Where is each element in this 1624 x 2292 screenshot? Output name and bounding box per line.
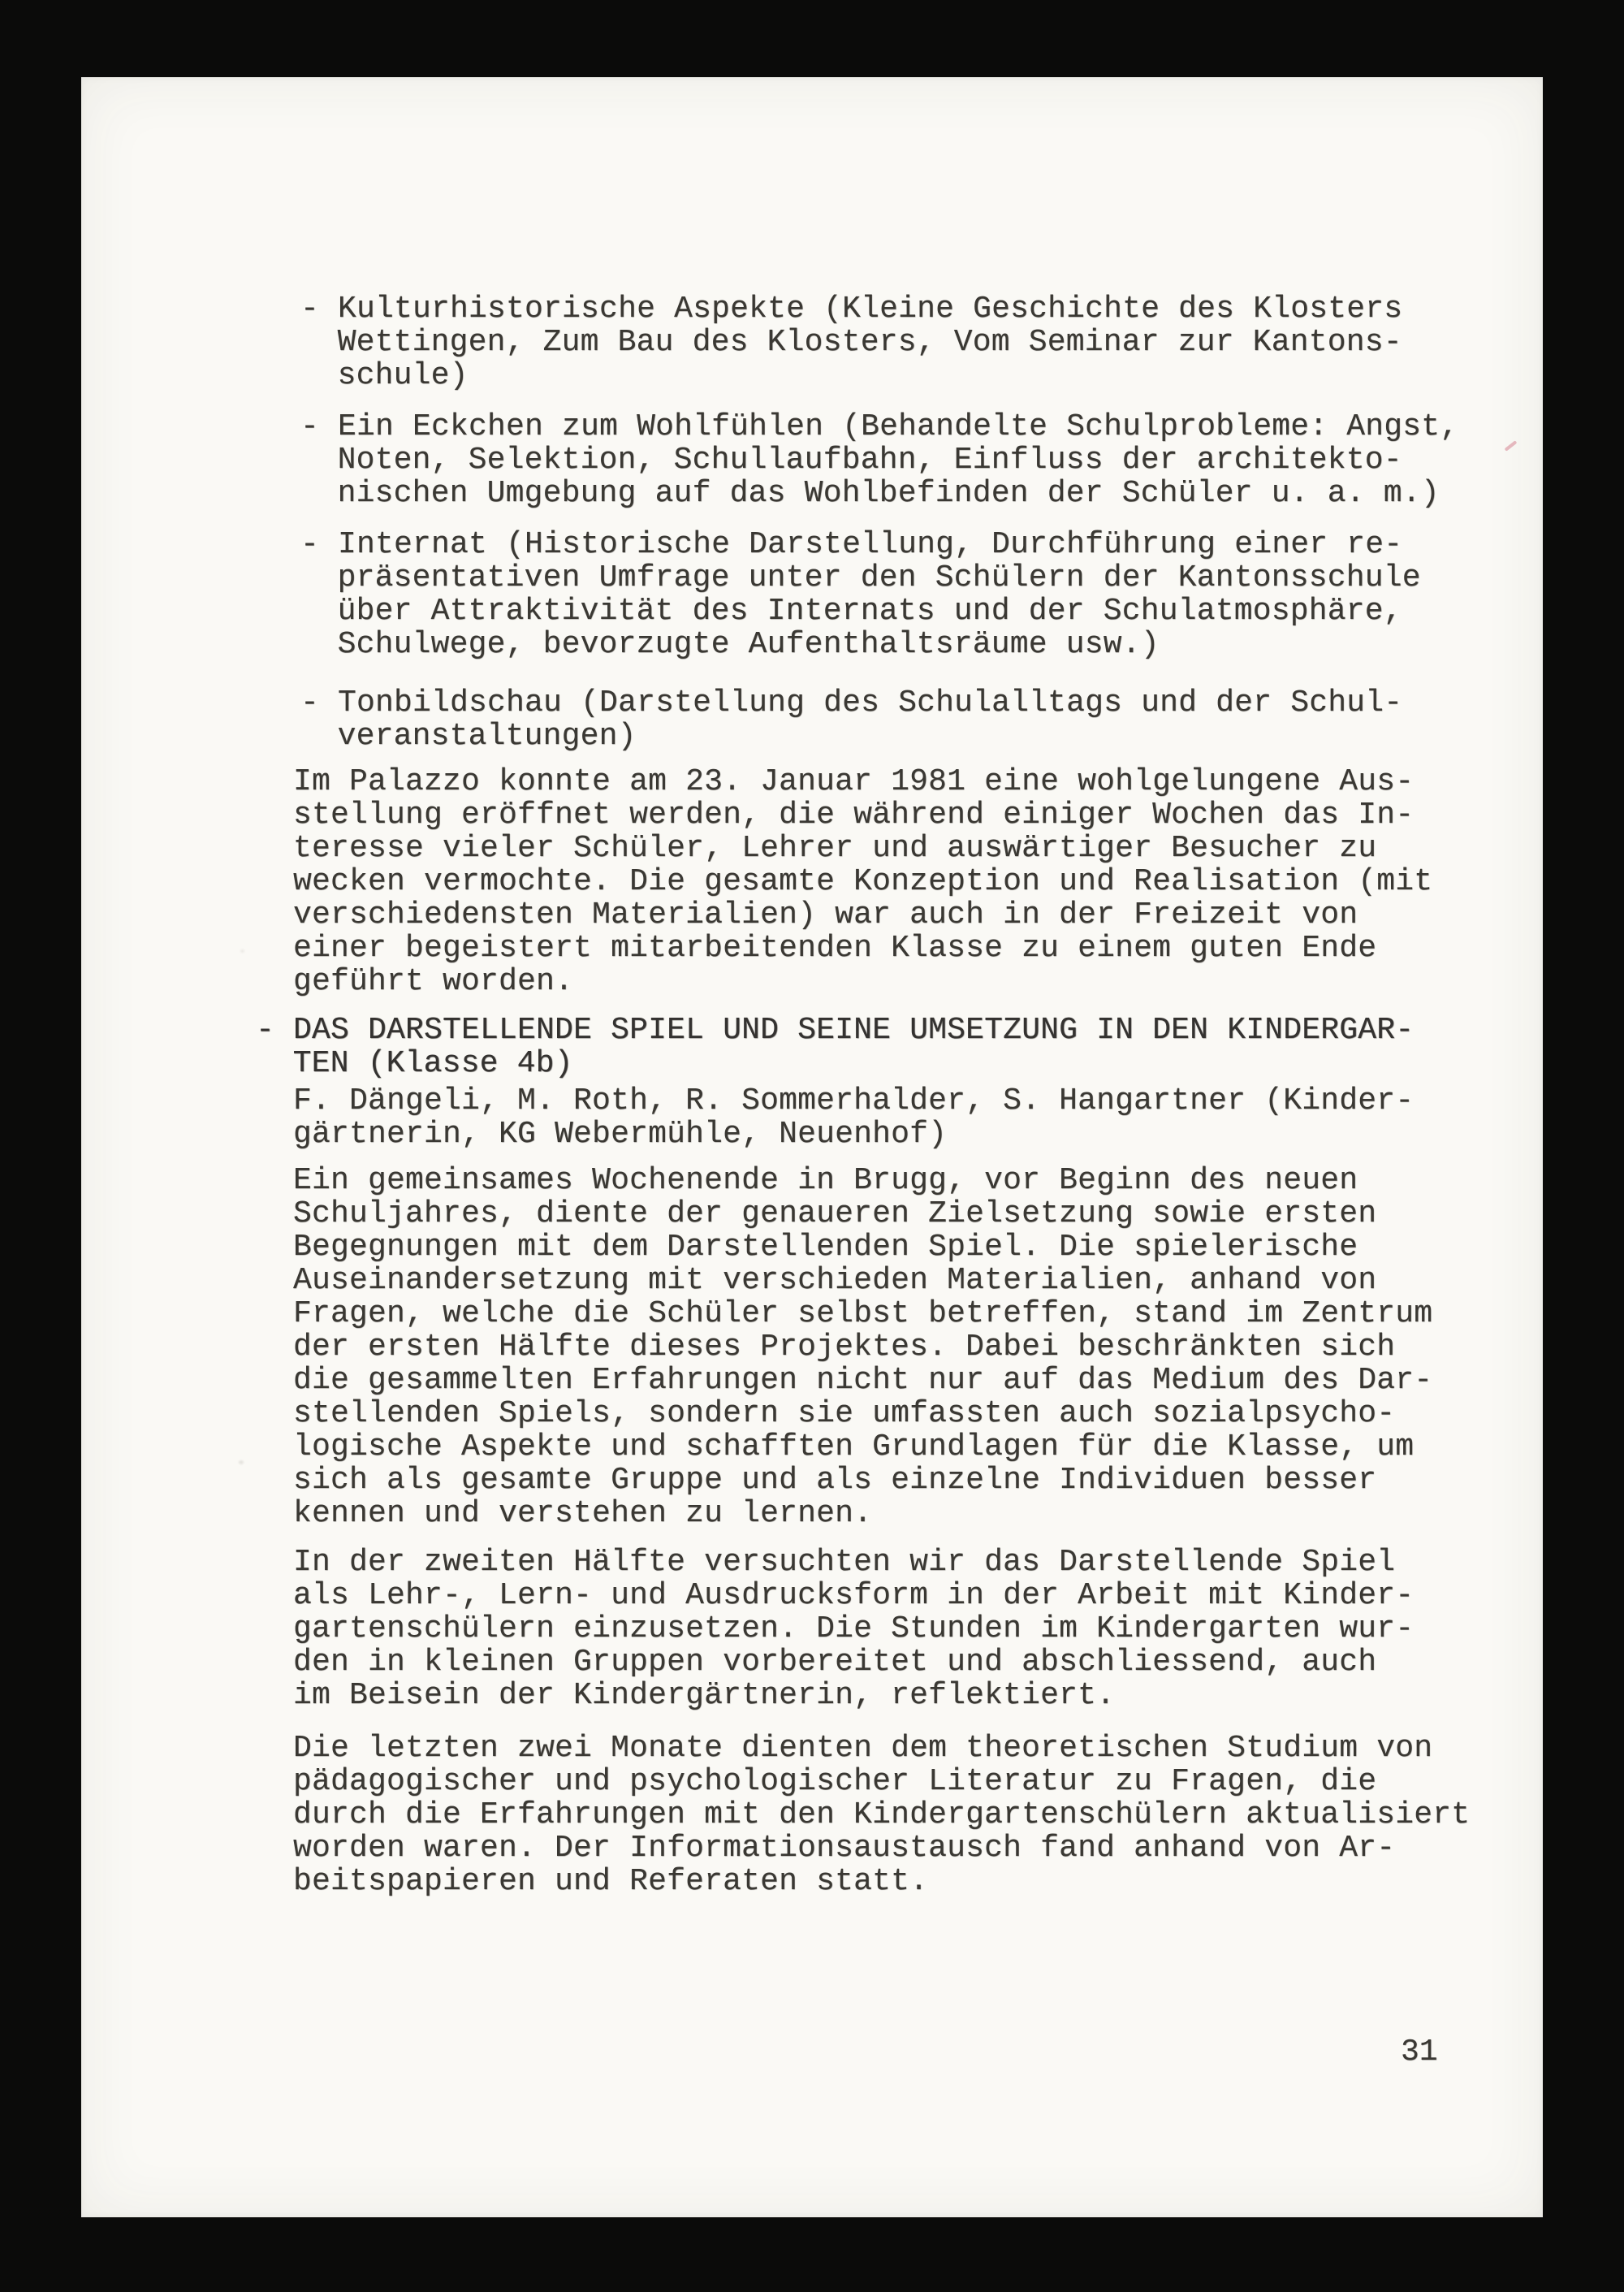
list-item	[300, 410, 1458, 510]
paragraph	[293, 765, 1432, 998]
text-line: schule)	[337, 358, 469, 393]
text-line: die gesammelten Erfahrungen nicht nur auf das Medium des Dar-	[293, 1363, 1433, 1398]
text-line: pädagogischer und psychologischer Literatur zu Fragen, die	[293, 1764, 1377, 1799]
page-number: 31	[1401, 2035, 1438, 2069]
text-line: Wettingen, Zum Bau des Klosters, Vom Seminar zur Kantons-	[337, 325, 1402, 360]
scan-page	[81, 77, 1543, 2217]
text-line: veranstaltungen)	[337, 719, 637, 754]
section-heading	[256, 1014, 1414, 1080]
pen-mark-artifact	[1505, 440, 1518, 452]
paragraph	[293, 1164, 1432, 1530]
paragraph	[293, 1084, 1414, 1151]
text-line: Begegnungen mit dem Darstellenden Spiel. Die spielerische	[293, 1230, 1358, 1265]
text-line: Fragen, welche die Schüler selbst betreffen, stand im Zentrum	[293, 1296, 1433, 1331]
text-line: Im Palazzo konnte am 23. Januar 1981 eine wohlgelungene Aus-	[293, 764, 1415, 799]
text-line: gärtnerin, KG Webermühle, Neuenhof)	[293, 1117, 948, 1152]
text-line: als Lehr-, Lern- und Ausdrucksform in der Arbeit mit Kinder-	[293, 1578, 1415, 1613]
text-line: In der zweiten Hälfte versuchten wir das Darstellende Spiel	[293, 1545, 1396, 1580]
section-heading-line: TEN (Klasse 4b)	[292, 1046, 573, 1081]
text-line: - Tonbildschau (Darstellung des Schulalltags und der Schul-	[300, 685, 1403, 720]
text-line: Die letzten zwei Monate dienten dem theoretischen Studium von	[293, 1731, 1433, 1766]
text-line: geführt worden.	[293, 964, 574, 999]
text-line: - Internat (Historische Darstellung, Durchführung einer re-	[300, 527, 1403, 562]
text-line: Auseinandersetzung mit verschieden Materialien, anhand von	[293, 1263, 1377, 1298]
scan-speck	[240, 949, 244, 953]
text-line: teresse vieler Schüler, Lehrer und auswärtiger Besucher zu	[293, 831, 1377, 866]
text-line: verschiedensten Materialien) war auch in der Freizeit von	[293, 897, 1358, 932]
text-line: Schuljahres, diente der genaueren Zielsetzung sowie ersten	[293, 1196, 1377, 1231]
text-line: den in kleinen Gruppen vorbereitet und abschliessend, auch	[293, 1645, 1377, 1680]
text-line: der ersten Hälfte dieses Projektes. Dabei beschränkten sich	[293, 1330, 1396, 1364]
text-line: wecken vermochte. Die gesamte Konzeption und Realisation (mit	[293, 864, 1433, 899]
paragraph	[293, 1732, 1470, 1898]
list-item	[300, 292, 1402, 392]
text-line: Ein gemeinsames Wochenende in Brugg, vor Beginn des neuen	[293, 1163, 1358, 1198]
text-line: stellung eröffnet werden, die während einiger Wochen das In-	[293, 798, 1415, 832]
text-line: Schulwege, bevorzugte Aufenthaltsräume usw.)	[337, 627, 1160, 662]
text-line: präsentativen Umfrage unter den Schülern der Kantonsschule	[337, 560, 1421, 595]
text-line: nischen Umgebung auf das Wohlbefinden der Schüler u. a. m.)	[337, 476, 1440, 511]
text-line: beitspapieren und Referaten statt.	[293, 1864, 929, 1899]
text-line: sich als gesamte Gruppe und als einzelne Individuen besser	[293, 1463, 1377, 1498]
paragraph	[293, 1546, 1414, 1712]
text-line: kennen und verstehen zu lernen.	[293, 1496, 873, 1531]
text-line: einer begeistert mitarbeitenden Klasse zu einem guten Ende	[293, 931, 1377, 966]
scan-speck	[239, 1460, 244, 1464]
text-line: worden waren. Der Informationsaustausch fand anhand von Ar-	[293, 1831, 1396, 1866]
list-item	[300, 686, 1402, 753]
text-line: stellenden Spiels, sondern sie umfassten auch sozialpsycho-	[293, 1396, 1396, 1431]
text-line: im Beisein der Kindergärtnerin, reflektiert.	[293, 1678, 1116, 1713]
text-line: - Kulturhistorische Aspekte (Kleine Geschichte des Klosters	[300, 292, 1403, 327]
text-line: durch die Erfahrungen mit den Kindergartenschülern aktualisiert	[293, 1797, 1471, 1832]
text-line: F. Dängeli, M. Roth, R. Sommerhalder, S. Hangartner (Kinder-	[293, 1083, 1415, 1118]
text-line: logische Aspekte und schafften Grundlagen für die Klasse, um	[293, 1429, 1415, 1464]
section-heading-line: - DAS DARSTELLENDE SPIEL UND SEINE UMSETZUNG IN DEN KINDERGAR-	[256, 1013, 1415, 1048]
text-line: über Attraktivität des Internats und der Schulatmosphäre,	[337, 594, 1402, 629]
text-line: gartenschülern einzusetzen. Die Stunden im Kindergarten wur-	[293, 1611, 1415, 1646]
text-line: - Ein Eckchen zum Wohlfühlen (Behandelte Schulprobleme: Angst,	[300, 409, 1459, 444]
text-line: Noten, Selektion, Schullaufbahn, Einfluss der architekto-	[337, 443, 1402, 478]
list-item	[300, 528, 1421, 661]
